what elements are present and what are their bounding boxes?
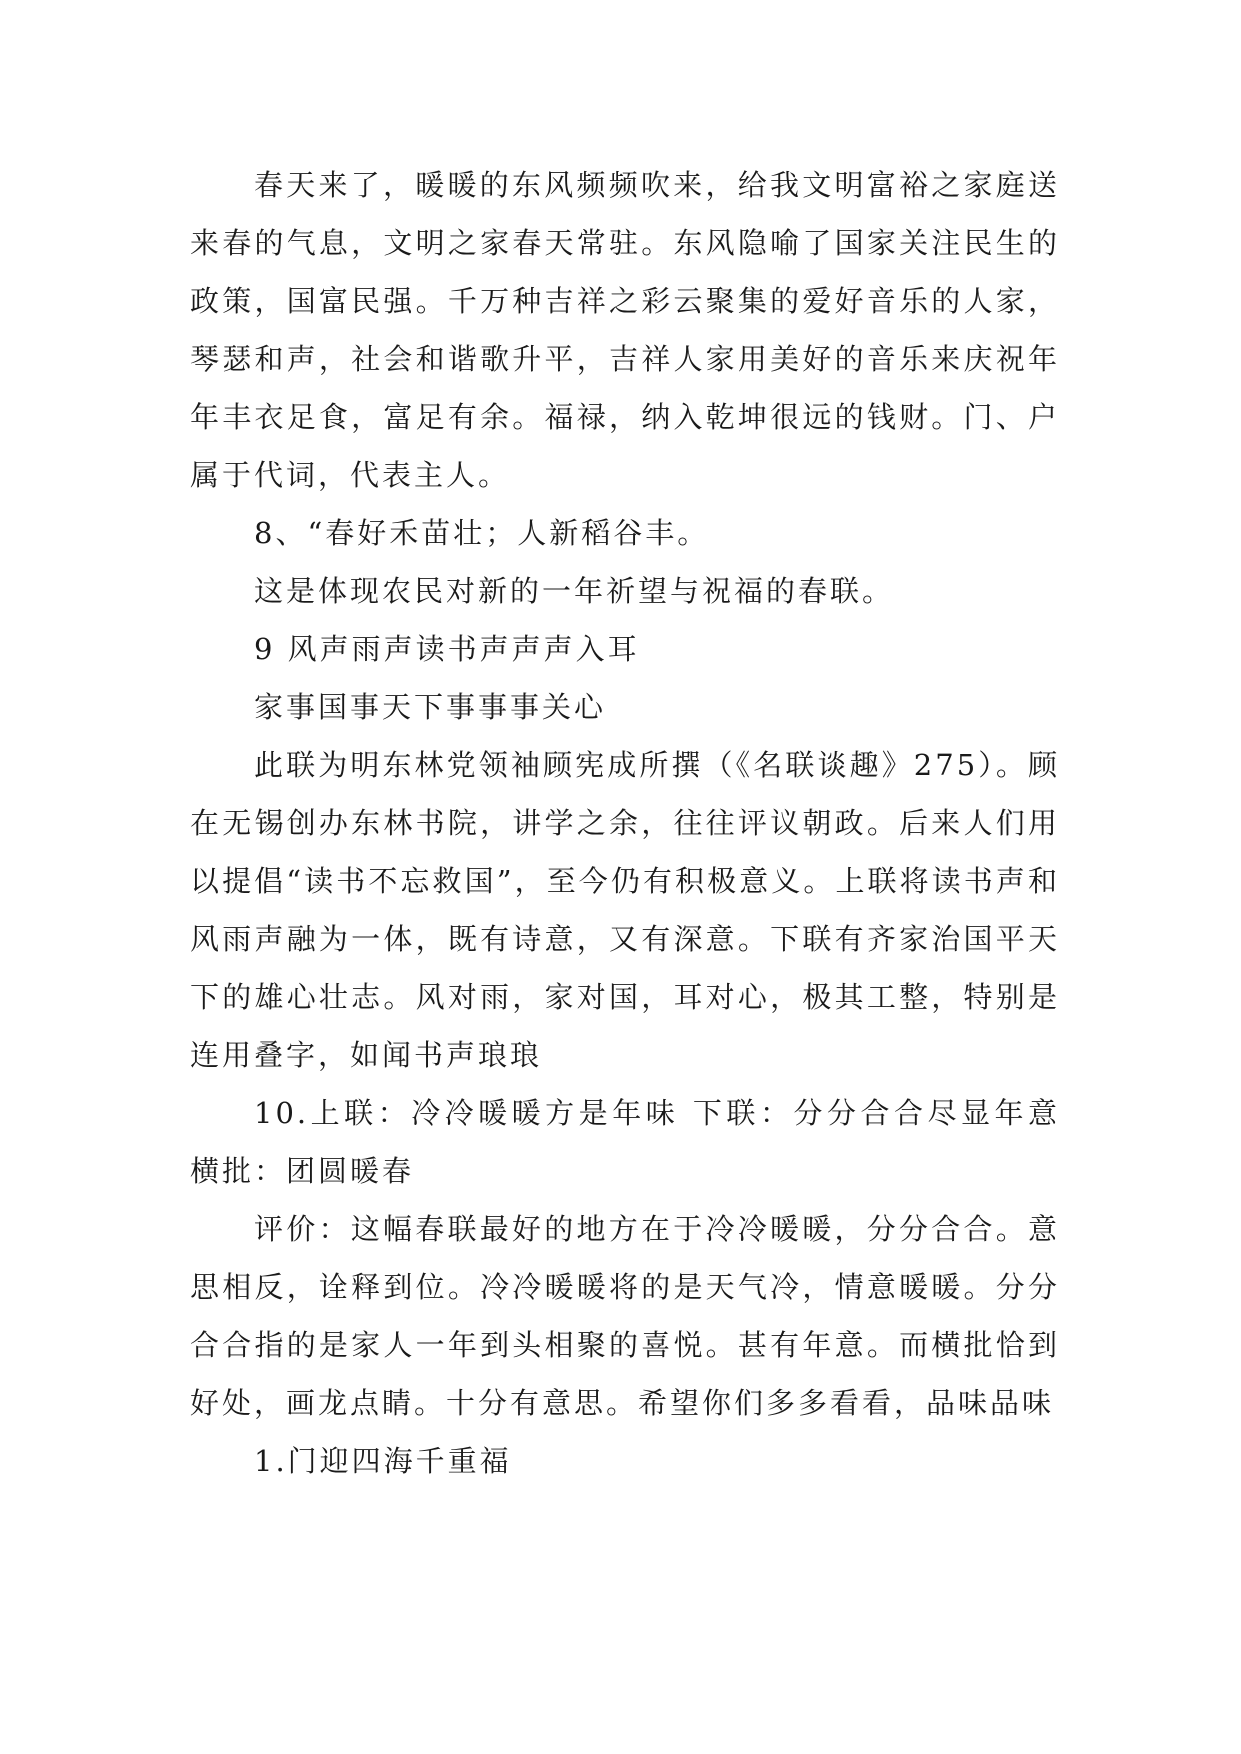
paragraph-couplet-9-lower: 家事国事天下事事事关心 <box>254 690 607 724</box>
paragraph-spring-east-wind: 春天来了，暖暖的东风频频吹来，给我文明富裕之家庭送来春的气息，文明之家春天常驻。东风隐喻了国家关注民生的政策，国富民强。千万种吉祥之彩云聚集的爱好音乐的人家，琴瑟和声，社会和谐歌升平，吉祥人家用美好的音乐来庆祝年年丰衣足食，富足有余。福禄，纳入乾坤很远的钱财。门、户属于代词，代表主人。 <box>190 168 1060 492</box>
paragraph-couplet-8: 8、“春好禾苗壮；人新稻谷丰。 <box>254 516 710 550</box>
paragraph-couplet-1: 1.门迎四海千重福 <box>254 1444 512 1478</box>
paragraph-couplet-8-note: 这是体现农民对新的一年祈望与祝福的春联。 <box>254 574 895 608</box>
document-page <box>190 156 1060 1490</box>
paragraph-couplet-9-upper: 9 风声雨声读书声声声入耳 <box>254 632 640 666</box>
paragraph-couplet-9-commentary: 此联为明东林党领袖顾宪成所撰（《名联谈趣》275）。顾在无锡创办东林书院，讲学之余，往往评议朝政。后来人们用以提倡“读书不忘救国”，至今仍有积极意义。上联将读书声和风雨声融为一体，既有诗意，又有深意。下联有齐家治国平天下的雄心壮志。风对雨，家对国，耳对心，极其工整，特别是连用叠字，如闻书声琅琅 <box>190 748 1060 1072</box>
paragraph-couplet-10: 10.上联：冷冷暖暖方是年味 下联：分分合合尽显年意 横批：团圆暖春 <box>190 1096 1060 1188</box>
paragraph-couplet-10-evaluation: 评价：这幅春联最好的地方在于冷冷暖暖，分分合合。意思相反，诠释到位。冷冷暖暖将的是天气冷，情意暖暖。分分合合指的是家人一年到头相聚的喜悦。甚有年意。而横批恰到好处，画龙点睛。十分有意思。希望你们多多看看，品味品味 <box>190 1212 1060 1420</box>
